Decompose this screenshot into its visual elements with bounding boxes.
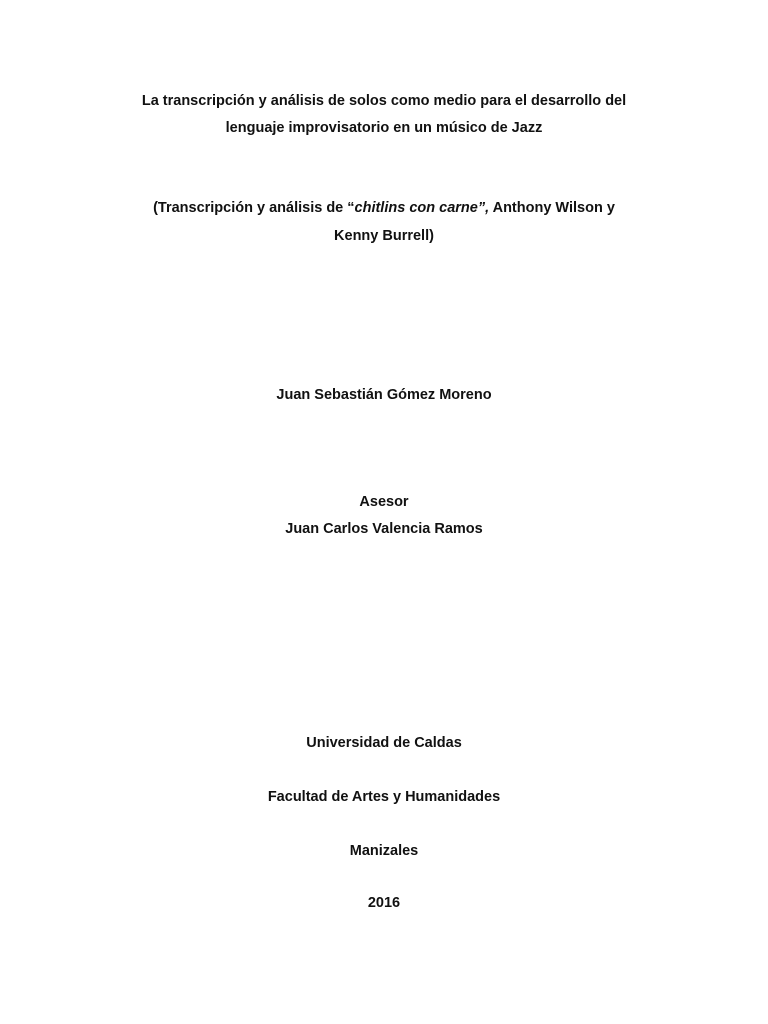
- subtitle-prefix: (Transcripción y análisis de “: [153, 200, 355, 216]
- title-line-1: La transcripción y análisis de solos como medio para el desarrollo del: [141, 93, 627, 109]
- advisor-label: Asesor: [359, 494, 409, 510]
- subtitle-song-title: chitlins con carne”,: [354, 200, 490, 216]
- subtitle-line-1: [0, 199, 768, 217]
- year: 2016: [367, 895, 401, 911]
- advisor-name: Juan Carlos Valencia Ramos: [285, 521, 483, 537]
- title-line-2: lenguaje improvisatorio en un músico de Jazz: [225, 120, 543, 136]
- university-name: Universidad de Caldas: [306, 735, 462, 751]
- subtitle-suffix: Anthony Wilson y: [489, 200, 615, 216]
- faculty-name: Facultad de Artes y Humanidades: [267, 789, 501, 805]
- city-name: Manizales: [349, 843, 419, 859]
- author-name: Juan Sebastián Gómez Moreno: [276, 387, 492, 403]
- subtitle-line-2: Kenny Burrell): [334, 228, 434, 244]
